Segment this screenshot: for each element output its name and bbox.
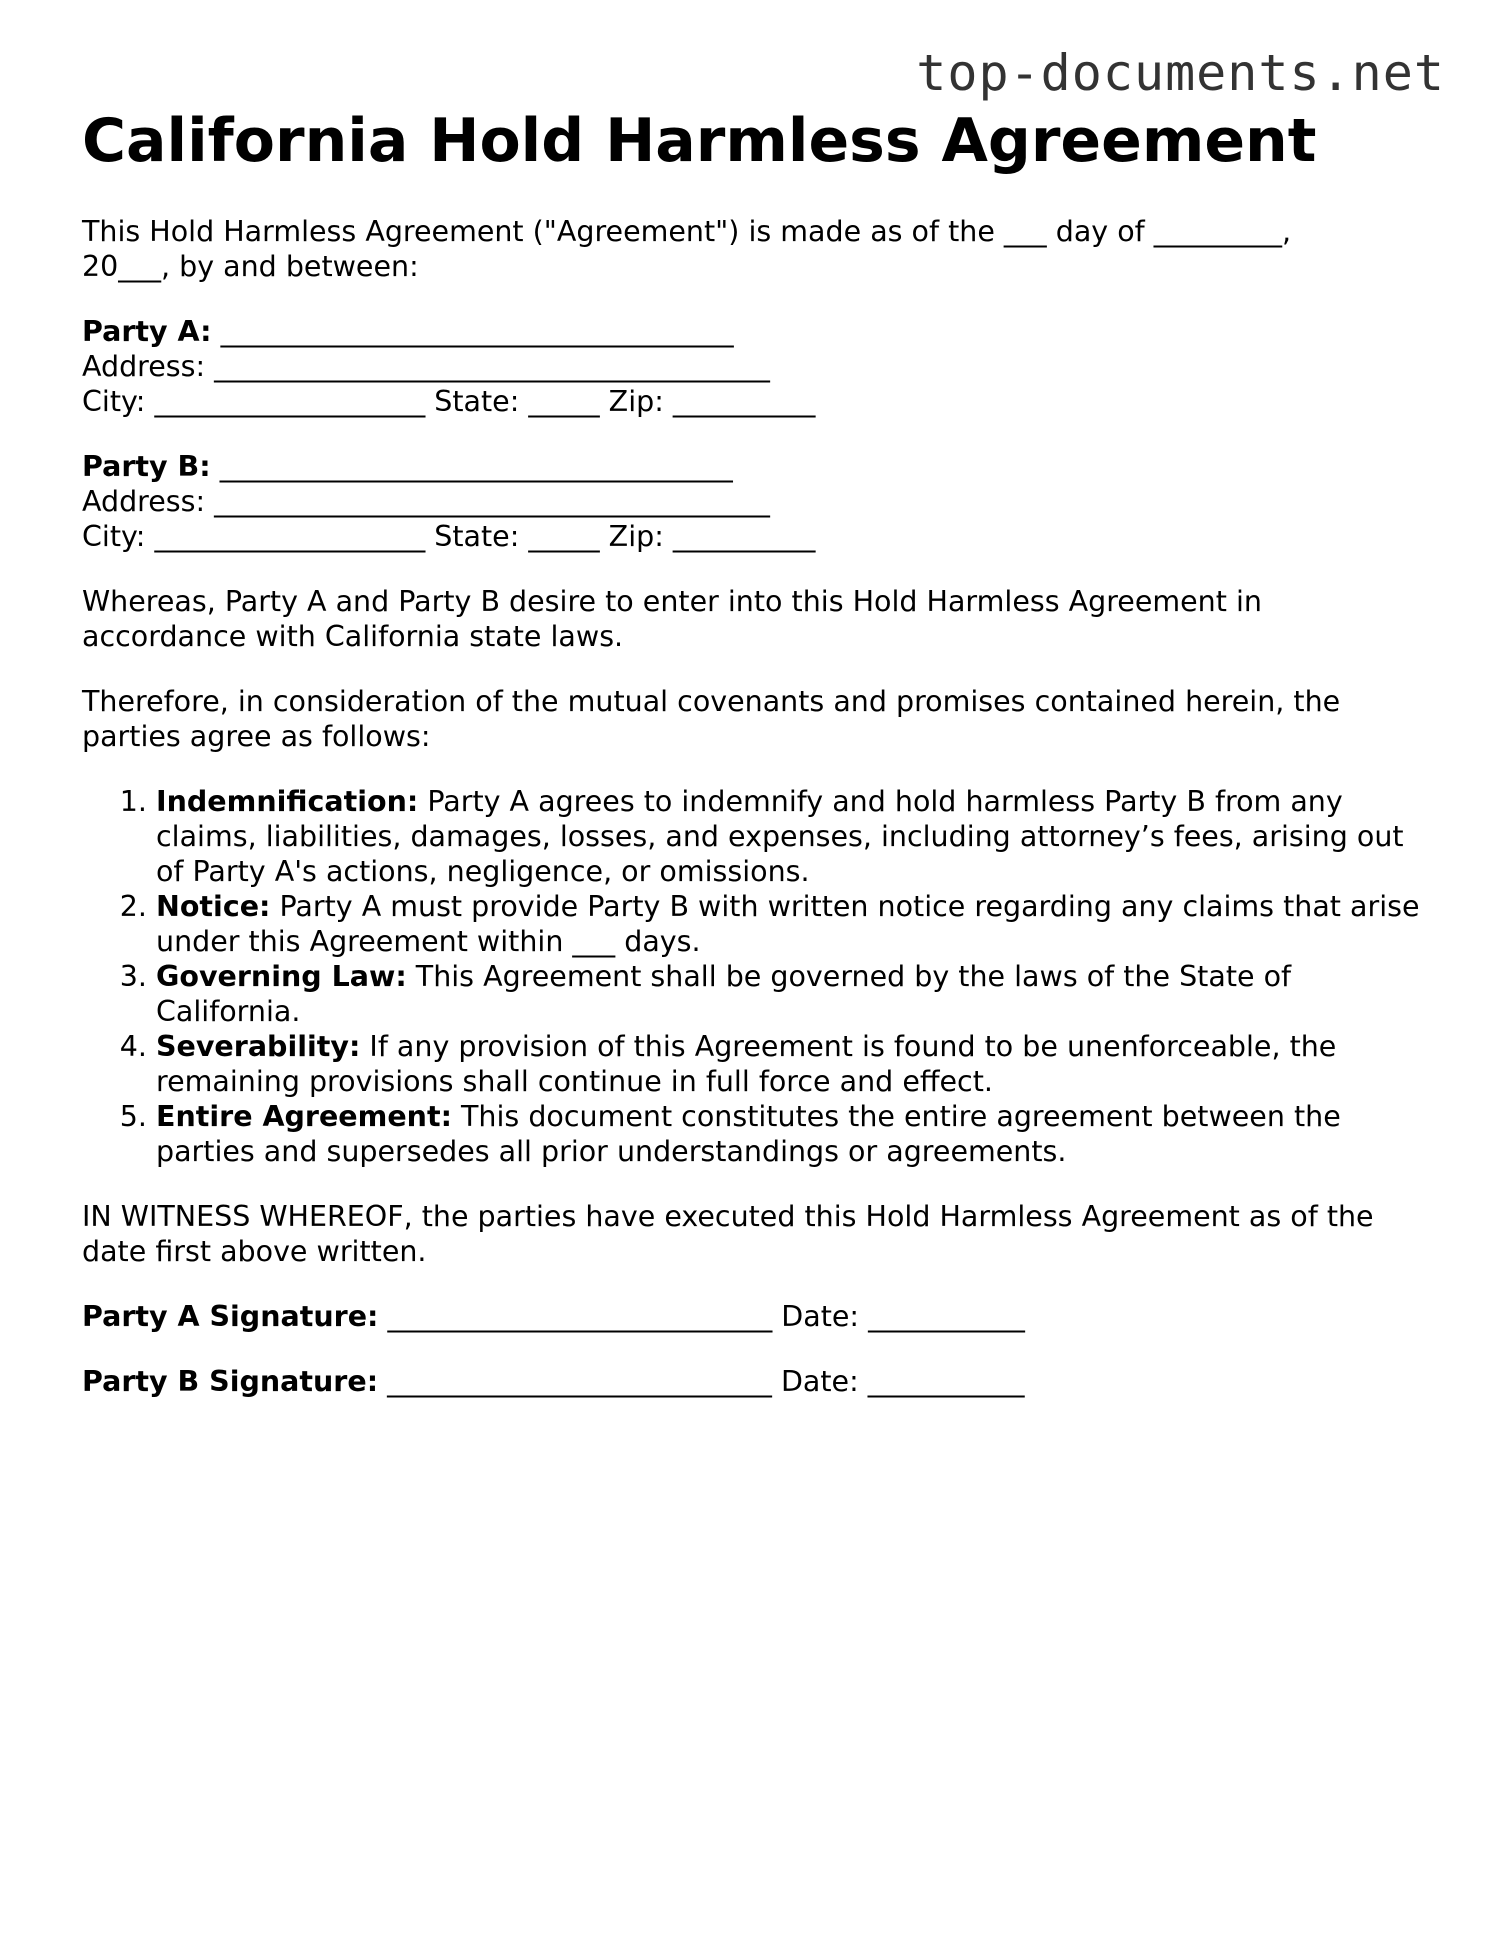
party-b-signature-blank: ___________________________ Date: ___________ [378, 1365, 1025, 1398]
party-b-city-state-zip-row: City: ___________________ State: _____ Zip: __________ [82, 520, 816, 553]
intro-line-1: This Hold Harmless Agreement ("Agreement") is made as of the ___ day of _________, [82, 215, 1292, 248]
party-a-name-blank: ____________________________________ [211, 315, 734, 348]
clause-text: Party A agrees to indemnify and hold harmless Party B from any claims, liabilities, damages, losses, and expenses, including attorney’s fees, arising out of Party A's actions, negligence, or omissions. [156, 785, 1404, 888]
party-a-signature-label: Party A Signature: [82, 1300, 379, 1333]
clause-heading: Severability: [156, 1030, 361, 1063]
document-title: California Hold Harmless Agreement [82, 106, 1317, 176]
intro-paragraph [82, 214, 1422, 284]
clause-item [156, 889, 1422, 959]
party-b-name-row [82, 449, 1422, 484]
clause-text: If any provision of this Agreement is found to be unenforceable, the remaining provisions shall continue in full force and effect. [156, 1030, 1337, 1098]
clause-heading: Entire Agreement: [156, 1100, 452, 1133]
party-a-signature-blank: ___________________________ Date: ___________ [378, 1300, 1025, 1333]
document-body [82, 214, 1422, 1429]
clauses-list [82, 784, 1422, 1169]
whereas-paragraph: Whereas, Party A and Party B desire to enter into this Hold Harmless Agreement in accordance with California state laws. [82, 585, 1262, 653]
party-b-signature-label: Party B Signature: [82, 1365, 379, 1398]
party-a-city-state-zip-row: City: ___________________ State: _____ Zip: __________ [82, 385, 816, 418]
clause-heading: Governing Law: [156, 960, 407, 993]
party-a-name-row [82, 314, 1422, 349]
clause-heading: Notice: [156, 890, 271, 923]
party-b-block [82, 449, 1422, 554]
party-a-label: Party A: [82, 315, 212, 348]
intro-line-2: 20___, by and between: [82, 250, 419, 283]
clause-item [156, 959, 1422, 1029]
site-watermark: top-documents.net [916, 44, 1445, 102]
witness-paragraph: IN WITNESS WHEREOF, the parties have executed this Hold Harmless Agreement as of the date first above written. [82, 1200, 1374, 1268]
clause-text: This Agreement shall be governed by the laws of the State of California. [156, 960, 1292, 1028]
party-a-address-row: Address: _______________________________________ [82, 350, 770, 383]
clause-text: Party A must provide Party B with written notice regarding any claims that arise under this Agreement within ___ days. [156, 890, 1420, 958]
party-b-signature-row [82, 1364, 1422, 1399]
clause-heading: Indemnification: [156, 785, 419, 818]
party-b-label: Party B: [82, 450, 211, 483]
party-b-name-blank: ____________________________________ [210, 450, 733, 483]
party-a-block [82, 314, 1422, 419]
therefore-paragraph: Therefore, in consideration of the mutual covenants and promises contained herein, the parties agree as follows: [82, 685, 1341, 753]
clause-text: This document constitutes the entire agreement between the parties and supersedes all prior understandings or agreements. [156, 1100, 1341, 1168]
party-b-address-row: Address: _______________________________________ [82, 485, 770, 518]
clause-item [156, 1099, 1422, 1169]
clause-item [156, 784, 1422, 889]
party-a-signature-row [82, 1299, 1422, 1334]
clause-item [156, 1029, 1422, 1099]
